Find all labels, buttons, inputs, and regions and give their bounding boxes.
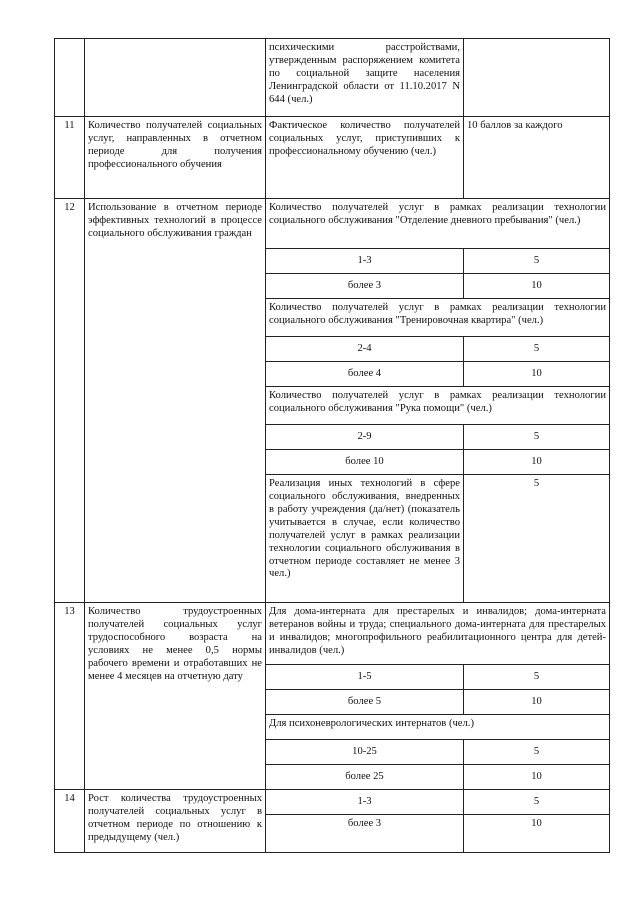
points-cell — [464, 39, 610, 117]
group-title: Количество получателей услуг в рамках реализации технологии социального обслуживания "Тренировочная квартира" (чел.) — [266, 299, 610, 337]
points-value: 10 — [464, 765, 610, 790]
points-value: 5 — [464, 665, 610, 690]
points-value: 10 — [464, 690, 610, 715]
indicator-text: Фактическое количество получателей социальных услуг, приступивших к профессиональному обучению (чел.) — [266, 117, 464, 199]
points-value: 5 — [464, 475, 610, 603]
range-value: более 3 — [266, 815, 464, 853]
criterion-text: Количество получателей социальных услуг, направленных в отчетном периоде для получения профессионального обучения — [85, 117, 266, 199]
row-number: 11 — [55, 117, 85, 199]
points-value: 10 — [464, 362, 610, 387]
range-value: более 10 — [266, 450, 464, 475]
points-value: 10 — [464, 274, 610, 299]
indicator-cell: психическими расстройствами, утвержденным распоряжением комитета по социальной защите населения Ленинградской области от 11.10.2017 N 644 (чел.) — [266, 39, 464, 117]
table-row-14-range — [55, 790, 610, 815]
range-value: более 5 — [266, 690, 464, 715]
table-row-10-continuation — [55, 39, 610, 117]
group-title: Для дома-интерната для престарелых и инвалидов; дома-интерната ветеранов войны и труда; специального дома-интерната для престарелых и инвалидов; многопрофильного реабилитационного центра для детей-инвалидов (чел.) — [266, 603, 610, 665]
row-number: 13 — [55, 603, 85, 790]
row-number: 12 — [55, 199, 85, 603]
group-title: Для психоневрологических интернатов (чел.) — [266, 715, 610, 740]
group-title: Количество получателей услуг в рамках реализации технологии социального обслуживания "Рука помощи" (чел.) — [266, 387, 610, 425]
points-value: 5 — [464, 740, 610, 765]
range-value: 1-3 — [266, 790, 464, 815]
points-value: 5 — [464, 249, 610, 274]
range-value: более 3 — [266, 274, 464, 299]
points-value: 5 — [464, 337, 610, 362]
points-value: 5 — [464, 790, 610, 815]
points-value: 5 — [464, 425, 610, 450]
points-value: 10 — [464, 450, 610, 475]
range-value: 2-4 — [266, 337, 464, 362]
table-row-11 — [55, 117, 610, 199]
range-value: более 4 — [266, 362, 464, 387]
table-row-13-group1-title — [55, 603, 610, 665]
row-number-cell — [55, 39, 85, 117]
points-value: 10 — [464, 815, 610, 853]
criteria-table — [54, 38, 610, 853]
range-value: 1-5 — [266, 665, 464, 690]
other-technologies-text: Реализация иных технологий в сфере социального обслуживания, внедренных в работу учреждения (да/нет) (показатель учитывается в случае, если количество получателей услуг в рамках реализации технологии социального обслуживания в отчетном периоде составляет не менее 3 чел.) — [266, 475, 464, 603]
range-value: 1-3 — [266, 249, 464, 274]
criterion-text: Количество трудоустроенных получателей социальных услуг трудоспособного возраста на условиях не менее 0,5 нормы рабочего времени и отработавших не менее 4 месяцев на отчетную дату — [85, 603, 266, 790]
range-value: 10-25 — [266, 740, 464, 765]
group-title: Количество получателей услуг в рамках реализации технологии социального обслуживания "Отделение дневного пребывания" (чел.) — [266, 199, 610, 249]
points-text: 10 баллов за каждого — [464, 117, 610, 199]
range-value: 2-9 — [266, 425, 464, 450]
criterion-cell — [85, 39, 266, 117]
row-number: 14 — [55, 790, 85, 853]
range-value: более 25 — [266, 765, 464, 790]
criterion-text: Использование в отчетном периоде эффективных технологий в процессе социального обслуживания граждан — [85, 199, 266, 603]
criterion-text: Рост количества трудоустроенных получателей социальных услуг в отчетном периоде по отношению к предыдущему (чел.) — [85, 790, 266, 853]
table-row-12-group1-title — [55, 199, 610, 249]
